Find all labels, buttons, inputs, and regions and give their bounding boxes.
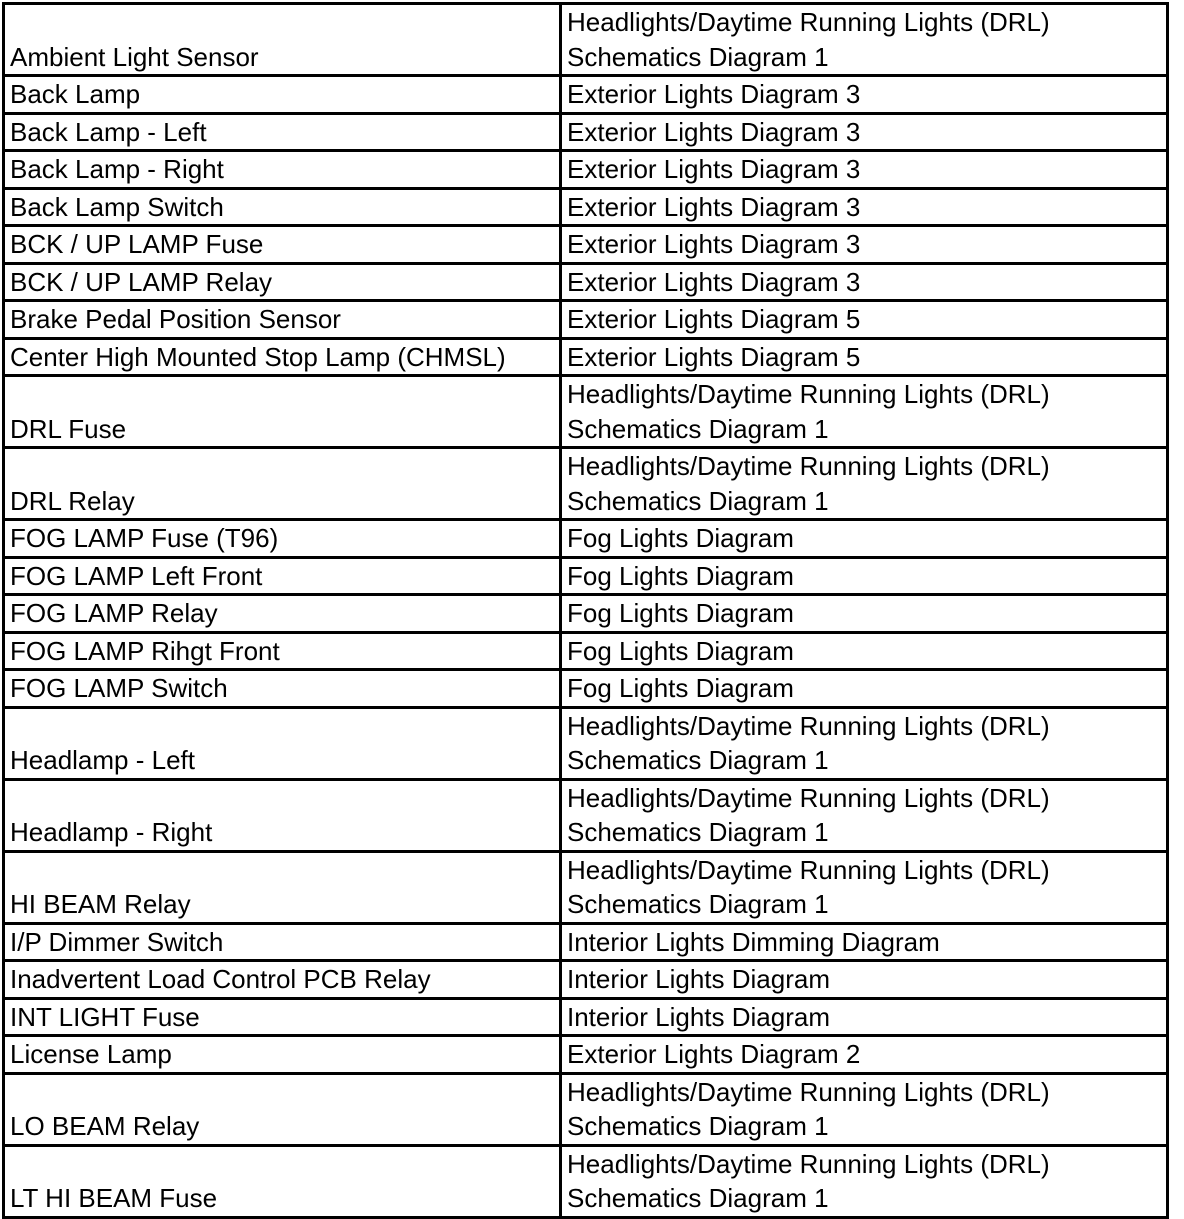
diagram-location-cell [561,263,1168,301]
diagram-location-cell [561,226,1168,264]
diagram-location-cell [561,113,1168,151]
diagram-location-line: Schematics Diagram 1 [567,1183,829,1213]
table-row [4,923,1168,961]
component-name-cell: FOG LAMP Switch [4,670,561,708]
table-row [4,338,1168,376]
diagram-location-line: Headlights/Daytime Running Lights (DRL) [567,854,1050,885]
table-body [4,4,1168,1218]
diagram-location-line: Fog Lights Diagram [567,673,794,703]
component-name-cell: Brake Pedal Position Sensor [4,301,561,339]
diagram-location-line: Headlights/Daytime Running Lights (DRL) [567,7,1050,37]
table-row [4,1145,1168,1217]
table-row [4,1036,1168,1074]
component-name-cell: DRL Relay [4,448,561,520]
diagram-location-line: Interior Lights Diagram [567,1001,830,1032]
diagram-location-line: Exterior Lights Diagram 3 [567,79,861,109]
diagram-location-cell [561,301,1168,339]
component-name-cell: BCK / UP LAMP Fuse [4,226,561,264]
table-row [4,448,1168,520]
diagram-location-line: Exterior Lights Diagram 5 [567,341,861,372]
diagram-location-line: Interior Lights Diagram [567,964,830,994]
diagram-location-cell [561,779,1168,851]
table-row [4,1073,1168,1145]
diagram-location-cell [561,1073,1168,1145]
diagram-location-cell [561,520,1168,558]
component-location-table-container [2,2,1166,1219]
component-location-table [2,2,1169,1219]
diagram-location-line: Exterior Lights Diagram 3 [567,266,861,297]
diagram-location-line: Headlights/Daytime Running Lights (DRL) [567,379,1050,409]
table-row [4,76,1168,114]
component-name-cell: DRL Fuse [4,376,561,448]
table-row [4,4,1168,76]
diagram-location-line: Exterior Lights Diagram 3 [567,154,861,184]
table-row [4,670,1168,708]
diagram-location-line: Fog Lights Diagram [567,598,794,628]
component-name-cell: Center High Mounted Stop Lamp (CHMSL) [4,338,561,376]
diagram-location-line: Schematics Diagram 1 [567,745,829,775]
component-name-cell: Headlamp - Right [4,779,561,851]
diagram-location-cell [561,76,1168,114]
diagram-location-cell [561,595,1168,633]
diagram-location-cell [561,923,1168,961]
table-row [4,595,1168,633]
component-name-cell: LT HI BEAM Fuse [4,1145,561,1217]
table-row [4,998,1168,1036]
table-row [4,779,1168,851]
diagram-location-cell [561,1145,1168,1217]
diagram-location-line: Fog Lights Diagram [567,560,794,591]
diagram-location-line: Schematics Diagram 1 [567,817,829,847]
component-name-cell: Inadvertent Load Control PCB Relay [4,961,561,999]
diagram-location-line: Headlights/Daytime Running Lights (DRL) [567,1148,1050,1179]
diagram-location-cell [561,338,1168,376]
table-row [4,557,1168,595]
component-name-cell: I/P Dimmer Switch [4,923,561,961]
table-row [4,226,1168,264]
table-row [4,376,1168,448]
diagram-location-cell [561,188,1168,226]
diagram-location-cell [561,376,1168,448]
diagram-location-line: Headlights/Daytime Running Lights (DRL) [567,782,1050,813]
diagram-location-line: Fog Lights Diagram [567,523,794,553]
table-row [4,113,1168,151]
diagram-location-line: Fog Lights Diagram [567,635,794,666]
diagram-location-line: Exterior Lights Diagram 5 [567,304,861,334]
diagram-location-cell [561,448,1168,520]
component-name-cell: Back Lamp Switch [4,188,561,226]
component-name-cell: INT LIGHT Fuse [4,998,561,1036]
diagram-location-cell [561,151,1168,189]
component-name-cell: Headlamp - Left [4,707,561,779]
diagram-location-cell [561,4,1168,76]
diagram-location-cell [561,557,1168,595]
component-name-cell: License Lamp [4,1036,561,1074]
diagram-location-line: Headlights/Daytime Running Lights (DRL) [567,1076,1050,1107]
table-row [4,520,1168,558]
diagram-location-line: Exterior Lights Diagram 3 [567,116,861,147]
diagram-location-line: Schematics Diagram 1 [567,413,829,444]
diagram-location-cell [561,998,1168,1036]
diagram-location-cell [561,961,1168,999]
component-name-cell: LO BEAM Relay [4,1073,561,1145]
diagram-location-line: Headlights/Daytime Running Lights (DRL) [567,710,1050,741]
diagram-location-line: Interior Lights Dimming Diagram [567,926,940,957]
table-row [4,632,1168,670]
component-name-cell: Back Lamp - Right [4,151,561,189]
component-name-cell: Back Lamp - Left [4,113,561,151]
diagram-location-line: Schematics Diagram 1 [567,1111,829,1141]
diagram-location-line: Schematics Diagram 1 [567,485,829,516]
table-row [4,151,1168,189]
table-row [4,301,1168,339]
diagram-location-line: Exterior Lights Diagram 3 [567,229,861,259]
component-name-cell: BCK / UP LAMP Relay [4,263,561,301]
diagram-location-cell [561,707,1168,779]
diagram-location-line: Schematics Diagram 1 [567,889,829,919]
diagram-location-line: Schematics Diagram 1 [567,41,829,72]
diagram-location-line: Headlights/Daytime Running Lights (DRL) [567,451,1050,481]
table-row [4,707,1168,779]
table-row [4,263,1168,301]
component-name-cell: HI BEAM Relay [4,851,561,923]
table-row [4,851,1168,923]
diagram-location-cell [561,632,1168,670]
table-row [4,188,1168,226]
component-name-cell: FOG LAMP Relay [4,595,561,633]
component-name-cell: Back Lamp [4,76,561,114]
diagram-location-cell [561,1036,1168,1074]
table-row [4,961,1168,999]
diagram-location-cell [561,670,1168,708]
component-name-cell: FOG LAMP Rihgt Front [4,632,561,670]
diagram-location-line: Exterior Lights Diagram 3 [567,191,861,222]
diagram-location-cell [561,851,1168,923]
component-name-cell: FOG LAMP Left Front [4,557,561,595]
diagram-location-line: Exterior Lights Diagram 2 [567,1039,861,1069]
component-name-cell: FOG LAMP Fuse (T96) [4,520,561,558]
component-name-cell: Ambient Light Sensor [4,4,561,76]
